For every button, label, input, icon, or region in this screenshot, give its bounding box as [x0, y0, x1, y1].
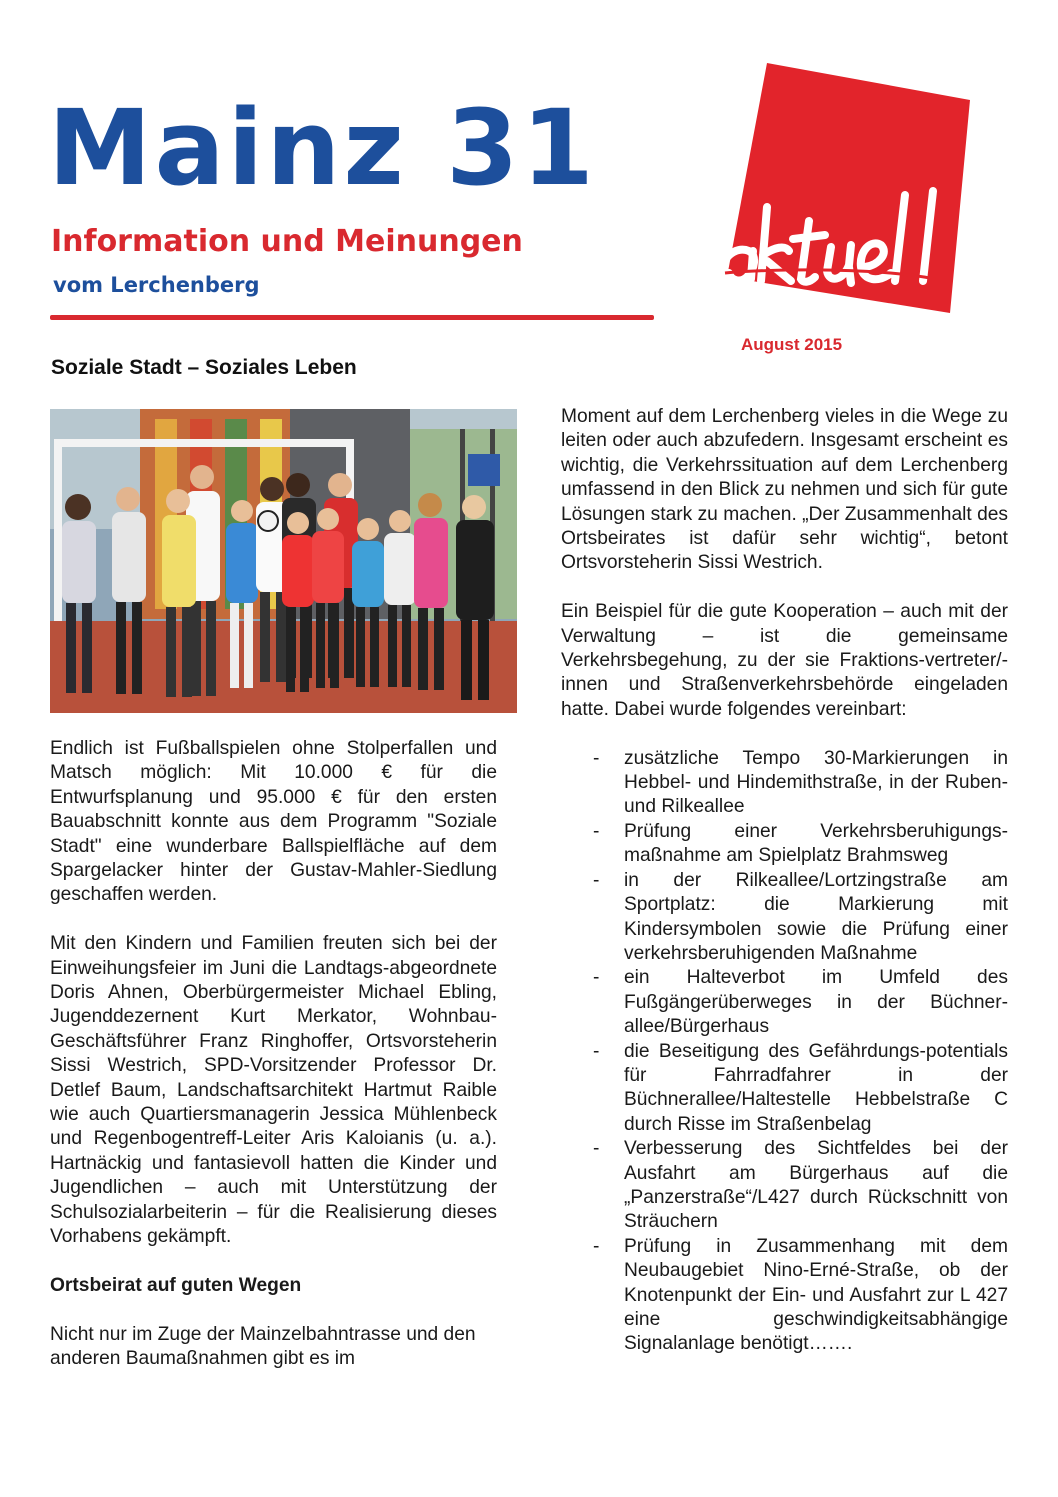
paragraph-intro: Endlich ist Fußballspielen ohne Stolperfallen und Matsch möglich: Mit 10.000 € für die Entwurfsplanung und 95.000 € für den ersten Bauabschnitt konnte aus dem Programm "Soziale Stadt" eine wunderbare Ballspielfläche auf dem Spargelacker hinter der Gustav-Mahler-Siedlung geschaffen werden.: [50, 738, 497, 906]
paragraph-continuation: Moment auf dem Lerchenberg vieles in die Wege zu leiten oder auch abzufedern. Insgesamt erscheint es wichtig, die Verkehrssituation auf dem Lerchenberg umfassend in den Blick zu nehmen und sich für gute Lösungen stark zu machen. „Der Zusammenhalt des Ortsbeirates ist dafür sehr wichtig“, betont Ortsvorsteherin Sissi Westrich.: [561, 406, 1008, 574]
masthead-divider: [50, 315, 654, 320]
right-column: [561, 405, 1008, 1357]
list-item: - Prüfung einer Verkehrsberuhigungs-maßnahme am Spielplatz Brahmsweg: [624, 820, 1008, 869]
masthead-subtitle: Information und Meinungen: [51, 224, 523, 259]
measures-list: [561, 747, 1008, 1357]
paragraph-cooperation: Ein Beispiel für die gute Kooperation – auch mit der Verwaltung – ist die gemeinsame Verkehrsbegehung, zu der sie Fraktions-vertreter/-innen und Straßenverkehrsbehörde eingeladen hatte. Dabei wurde folgendes vereinbart:: [561, 601, 1008, 720]
list-item: - zusätzliche Tempo 30-Markierungen in Hebbel- und Hindemithstraße, in der Ruben- und Rilkeallee: [624, 747, 1008, 820]
list-item: - ein Halteverbot im Umfeld des Fußgängerüberweges in der Büchner-allee/Bürgerhaus: [624, 966, 1008, 1039]
paragraph-ortsbeirat-start: Nicht nur im Zuge der Mainzelbahntrasse und den anderen Baumaßnahmen gibt es im: [50, 1323, 476, 1370]
masthead-location: vom Lerchenberg: [53, 273, 260, 297]
section-subhead: Ortsbeirat auf guten Wegen: [50, 1274, 302, 1296]
masthead-title: Mainz 31: [48, 87, 597, 209]
article-headline: Soziale Stadt – Soziales Leben: [51, 356, 357, 379]
list-item: - Verbesserung des Sichtfeldes bei der Ausfahrt am Bürgerhaus auf die „Panzerstraße“/L427 durch Rückschnitt von Sträuchern: [624, 1137, 1008, 1235]
team-photo: [50, 409, 517, 713]
paragraph-guests: Mit den Kindern und Familien freuten sich bei der Einweihungsfeier im Juni die Landtags-abgeordnete Doris Ahnen, Oberbürgermeister Michael Ebling, Jugenddezernent Kurt Merkator, Wohnbau-Geschäftsführer Franz Ringhoffer, Ortsvorsteherin Sissi Westrich, SPD-Vorsitzender Professor Dr. Detlef Baum, Landschaftsarchitekt Hartmut Raible wie auch Quartiersmanagerin Jessica Mühlenbeck und Regenbogentreff-Leiter Aris Kaloianis (u. a.). Hartnäckig und fantasievoll hatten die Kinder und Jugendlichen – auch mit Unterstützung der Schulsozialarbeiterin – für die Realisierung dieses Vorhabens gekämpft.: [50, 933, 497, 1248]
list-item: - Prüfung in Zusammenhang mit dem Neubaugebiet Nino-Erné-Straße, ob der Knotenpunkt der Ein- und Ausfahrt zur L 427 eine geschwindigkeitsabhängige Signalanlage benötigt…….: [624, 1235, 1008, 1357]
list-item: - in der Rilkeallee/Lortzingstraße am Sportplatz: die Markierung mit Kindersymbolen sowie die Prüfung einer verkehrsberuhigenden Maßnahme: [624, 869, 1008, 967]
left-column: [50, 737, 497, 1396]
aktuell-logo: [705, 55, 975, 315]
issue-date: August 2015: [741, 335, 843, 354]
list-item: - die Beseitigung des Gefährdungs-potentials für Fahrradfahrer in der Büchnerallee/Haltestelle Hebbelstraße C durch Risse im Straßenbelag: [624, 1040, 1008, 1138]
